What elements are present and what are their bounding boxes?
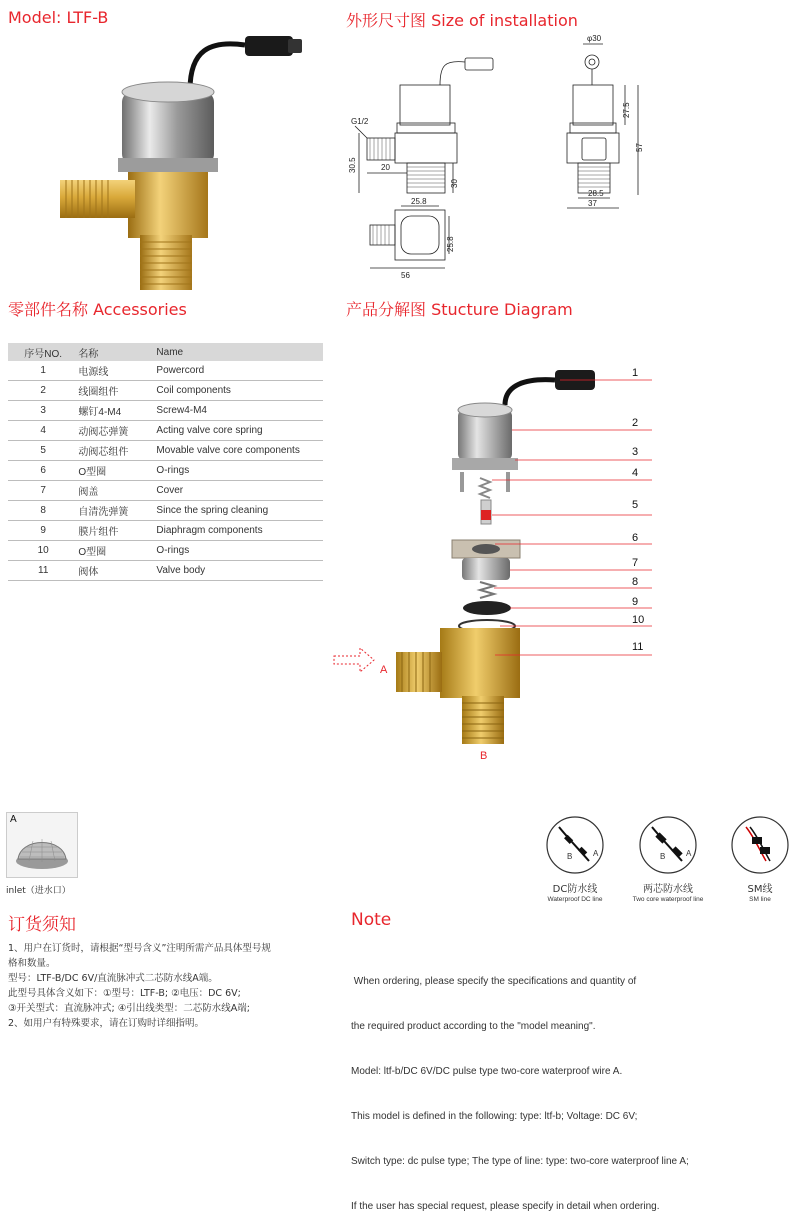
col-name-cn: 名称 xyxy=(78,343,156,361)
sm-wire-icon xyxy=(730,815,790,875)
installation-drawing xyxy=(345,30,645,290)
table-header-row xyxy=(8,343,323,361)
row-en: Acting valve core spring xyxy=(156,421,323,441)
row-no: 3 xyxy=(8,401,78,421)
col-name-en: Name xyxy=(156,343,323,361)
dim-30-5: 30.5 xyxy=(348,157,357,173)
note-line: If the user has special request, please specify in detail when ordering. xyxy=(351,1201,660,1212)
row-no: 7 xyxy=(8,481,78,501)
dim-30: 30 xyxy=(450,179,459,188)
table-row xyxy=(8,461,323,481)
row-no: 5 xyxy=(8,441,78,461)
row-cn: 阀盖 xyxy=(78,481,156,501)
row-no: 11 xyxy=(8,561,78,581)
diagram-label-8: 8 xyxy=(632,576,639,588)
row-en: O-rings xyxy=(156,461,323,481)
row-cn: O型圈 xyxy=(78,461,156,481)
row-cn: 动阀芯弹簧 xyxy=(78,421,156,441)
structure-heading: 产品分解图 Stucture Diagram xyxy=(346,300,573,319)
diagram-label-1: 1 xyxy=(632,367,639,379)
row-en: Valve body xyxy=(156,561,323,581)
row-no: 9 xyxy=(8,521,78,541)
order-cn-line: 型号：LTF-B/DC 6V/直流脉冲式二芯防水线A端。 xyxy=(8,973,218,984)
two-core-wire-title: 两芯防水线 xyxy=(643,884,693,895)
row-cn: 膜片组件 xyxy=(78,521,156,541)
row-cn: O型圈 xyxy=(78,541,156,561)
table-row xyxy=(8,481,323,501)
note-line: This model is defined in the following: type: ltf-b; Voltage: DC 6V; xyxy=(351,1111,638,1122)
order-cn-line: 格和数量。 xyxy=(8,958,56,969)
dc-wire-sub: Waterproof DC line xyxy=(547,896,603,903)
diagram-label-6: 6 xyxy=(632,532,639,544)
table-row xyxy=(8,521,323,541)
row-cn: 电源线 xyxy=(78,361,156,381)
order-heading-cn: 订货须知 xyxy=(8,915,76,935)
row-cn: 动阀芯组件 xyxy=(78,441,156,461)
exploded-diagram xyxy=(330,360,670,770)
table-row xyxy=(8,361,323,381)
table-row xyxy=(8,401,323,421)
row-no: 6 xyxy=(8,461,78,481)
diagram-label-4: 4 xyxy=(632,467,639,479)
dc-wire-b: B xyxy=(567,852,573,861)
table-row xyxy=(8,501,323,521)
filter-screen-icon xyxy=(13,827,71,873)
row-en: Powercord xyxy=(156,361,323,381)
sm-wire-title: SM线 xyxy=(747,884,773,895)
order-cn-line: 此型号具体含义如下：①型号：LTF-B; ②电压：DC 6V; xyxy=(8,988,241,999)
row-no: 4 xyxy=(8,421,78,441)
row-en: Since the spring cleaning xyxy=(156,501,323,521)
two-core-wire-icon xyxy=(638,815,698,875)
row-en: Screw4-M4 xyxy=(156,401,323,421)
accessories-table xyxy=(8,343,323,581)
order-cn-line: ③开关型式：直流脉冲式; ④引出线类型：二芯防水线A端; xyxy=(8,1003,250,1014)
dc-wire-title: DC防水线 xyxy=(552,884,598,895)
dc-waterproof-wire-icon xyxy=(545,815,605,875)
row-no: 10 xyxy=(8,541,78,561)
two-core-wire-sub: Two core waterproof line xyxy=(632,896,704,903)
dim-56: 56 xyxy=(401,271,410,280)
order-notes-en xyxy=(351,944,791,1229)
diagram-label-11: 11 xyxy=(632,641,644,653)
dim-25-8-w: 25.8 xyxy=(411,197,427,206)
diagram-label-2: 2 xyxy=(632,417,639,429)
port-b-label: B xyxy=(480,750,488,762)
inlet-filter-box xyxy=(6,812,78,878)
order-cn-line: 1、用户在订货时，请根据“型号含义”注明所需产品具体型号规 xyxy=(8,943,271,954)
sm-wire-sub: SM line xyxy=(749,896,771,903)
dim-57: 57 xyxy=(635,143,644,152)
order-notes-cn xyxy=(8,941,338,1031)
col-no: 序号NO. xyxy=(8,343,78,361)
model-heading: Model: LTF-B xyxy=(8,8,109,27)
note-line: When ordering, please specify the specifications and quantity of xyxy=(351,976,637,987)
installation-heading: 外形尺寸图 Size of installation xyxy=(346,11,578,30)
accessories-heading: 零部件名称 Accessories xyxy=(8,300,187,319)
row-en: Movable valve core components xyxy=(156,441,323,461)
row-en: Cover xyxy=(156,481,323,501)
two-core-wire-a: A xyxy=(686,849,692,858)
row-en: Coil components xyxy=(156,381,323,401)
dim-25-8-h: 25.8 xyxy=(446,236,455,252)
table-row xyxy=(8,561,323,581)
table-row xyxy=(8,381,323,401)
row-cn: 线圈组件 xyxy=(78,381,156,401)
diagram-label-3: 3 xyxy=(632,446,639,458)
table-row xyxy=(8,421,323,441)
row-no: 2 xyxy=(8,381,78,401)
dim-27-5: 27.5 xyxy=(622,102,631,118)
note-heading: Note xyxy=(351,910,392,930)
row-no: 8 xyxy=(8,501,78,521)
two-core-wire-b: B xyxy=(660,852,666,861)
diagram-label-10: 10 xyxy=(632,614,645,626)
note-line: Model: ltf-b/DC 6V/DC pulse type two-core waterproof wire A. xyxy=(351,1066,623,1077)
valve-product-image xyxy=(40,30,320,295)
dim-d30: φ30 xyxy=(587,34,602,43)
dim-g12: G1/2 xyxy=(351,117,369,126)
diagram-label-7: 7 xyxy=(632,557,639,569)
row-no: 1 xyxy=(8,361,78,381)
diagram-label-5: 5 xyxy=(632,499,639,511)
dim-37: 37 xyxy=(588,199,597,208)
row-cn: 自清洗弹簧 xyxy=(78,501,156,521)
inlet-caption: inlet（进水口） xyxy=(6,886,71,896)
inlet-tag: A xyxy=(10,814,17,825)
row-cn: 螺钉4-M4 xyxy=(78,401,156,421)
row-en: O-rings xyxy=(156,541,323,561)
row-en: Diaphragm components xyxy=(156,521,323,541)
note-line: Switch type: dc pulse type; The type of line: type: two-core waterproof line A; xyxy=(351,1156,689,1167)
dim-28-5: 28.5 xyxy=(588,189,604,198)
note-line: the required product according to the "model meaning". xyxy=(351,1021,596,1032)
diagram-label-9: 9 xyxy=(632,596,639,608)
dim-20: 20 xyxy=(381,163,390,172)
order-cn-line: 2、如用户有特殊要求，请在订购时详细指明。 xyxy=(8,1018,205,1029)
dc-wire-a: A xyxy=(593,849,599,858)
port-a-label: A xyxy=(380,664,388,676)
row-cn: 阀体 xyxy=(78,561,156,581)
table-row xyxy=(8,541,323,561)
table-row xyxy=(8,441,323,461)
